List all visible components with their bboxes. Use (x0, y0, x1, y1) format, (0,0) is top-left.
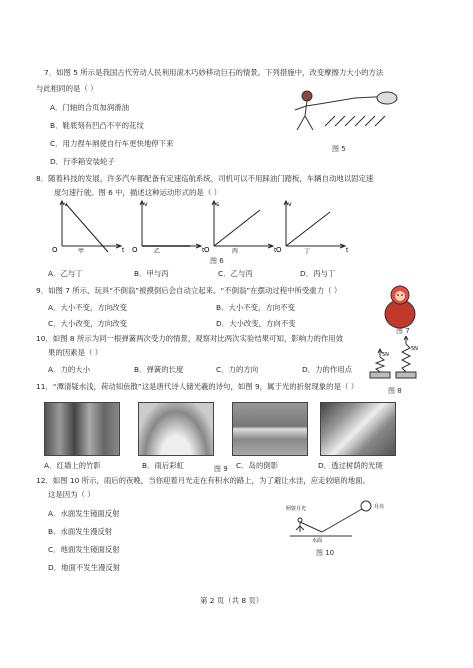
q8-option-d: D．丙与丁 (300, 269, 336, 278)
q7-option-d: D．行李箱安装轮子 (50, 157, 115, 166)
graph-bing-origin: O (204, 246, 210, 254)
q12-option-d: D．地面不发生漫反射 (48, 563, 121, 572)
figure-10-moonlight-diagram (282, 496, 402, 544)
q10-option-c: C．力的方向 (216, 365, 259, 374)
photo-rainbow (138, 402, 214, 456)
q9-stem-line1: 9．如图 7 所示，玩具“不倒翁”被摸倒后会自动立起来。“不倒翁”在摆动过程中所受重力（ ） (36, 286, 342, 295)
q10-stem-line1: 10．如图 8 所示为同一根弹簧两次受力的情景，观察对比两次实验结果可知，影响力的作用效 (36, 334, 344, 343)
q10-option-b: B．弹簧的长度 (134, 365, 184, 374)
q11-option-a: A．红墙上的竹影 (44, 461, 101, 470)
q10-stem-line2: 果的因素是（ ） (48, 348, 103, 357)
q9-option-a: A．大小不变，方向改变 (48, 303, 127, 312)
figure-5-caption: 图 5 (332, 145, 346, 153)
figure-9-caption: 图 9 (214, 465, 228, 473)
q12-option-a: A．水面发生镜面反射 (48, 509, 120, 518)
graph-jia-xlabel: t (122, 247, 125, 254)
q7-option-b: B．鞋底刻有凹凸不平的花纹 (50, 121, 144, 130)
graph-yi-ylabel: v (144, 201, 148, 208)
figure-8-caption: 图 8 (388, 387, 402, 395)
graph-ding-name: 丁 (304, 248, 311, 254)
q12-stem-line2: 这是因为（ ） (48, 490, 95, 499)
q11-option-c: C．岛的倒影 (236, 461, 279, 470)
q8-stem-line1: 8．随着科技的发展，许多汽车都配备有定速巡航系统，司机可以不用踩油门踏板，车辆自动地以固定速 (36, 174, 374, 183)
graph-bing-xlabel: t (274, 247, 277, 254)
graph-yi-xlabel: t (202, 247, 205, 254)
q8-option-b: B．甲与丙 (134, 269, 169, 278)
figure-10-moon-label: 月亮 (374, 504, 385, 510)
figure-10-light-label: 照射月光 (286, 506, 307, 512)
q9-option-c: C．大小改变，方向改变 (48, 319, 128, 328)
figure-7-tumbler-toy (380, 282, 420, 330)
figure-8-springs (366, 336, 422, 382)
graph-jia-name: 甲 (78, 248, 85, 254)
q11-option-b: B．雨后彩虹 (142, 461, 185, 470)
q7-option-c: C．用力捏车闸使自行车更快地停下来 (50, 139, 174, 148)
q11-stem-line1: 11．“潭清疑水浅，荷动知鱼散”这是唐代诗人储光羲的诗句，如图 9，属于光的折射现象的是（ ） (36, 382, 359, 391)
graph-ding-ylabel: v (288, 201, 292, 208)
figure-5-illustration (285, 86, 405, 136)
graph-ding (268, 196, 358, 254)
q11-option-d: D．透过树荫的光斑 (318, 461, 383, 470)
q12-stem-line1: 12．如图 10 所示，雨后的夜晚，当你迎着月光走在有积水的路上，为了避让水洼，应走较暗的地面。 (36, 476, 370, 485)
figure-8-force-right: 5N (411, 346, 418, 352)
graph-yi-name: 乙 (154, 248, 161, 254)
q7-stem-line2: 与此相同的是（ ） (36, 84, 98, 93)
q8-option-c: C．乙与丙 (218, 269, 253, 278)
figure-6-caption: 图 6 (210, 257, 224, 265)
figure-7-caption: 图 7 (396, 327, 410, 335)
figure-8-force-left: 5N (382, 352, 389, 358)
figure-10-water-label: 水面 (312, 538, 323, 544)
q12-option-b: B．水面发生漫反射 (48, 527, 113, 536)
photo-island-reflection (232, 402, 308, 456)
graph-bing-ylabel: s (216, 201, 220, 208)
q8-option-a: A．乙与丁 (48, 269, 83, 278)
graph-jia-origin: O (52, 246, 58, 254)
q10-option-a: A．力的大小 (48, 365, 91, 374)
q12-option-c: C．地面发生镜面反射 (48, 545, 120, 554)
page-footer: 第 2 页（共 8 页） (200, 596, 264, 605)
graph-ding-origin: O (276, 246, 282, 254)
graph-bing-name: 丙 (232, 248, 239, 254)
q9-option-b: B．大小不变，方向不变 (216, 303, 295, 312)
q10-option-d: D．力的作用点 (302, 365, 353, 374)
graph-ding-xlabel: t (346, 247, 349, 254)
q9-option-d: D．大小改变，方向不变 (216, 319, 296, 328)
graph-jia-ylabel: v (64, 201, 68, 208)
figure-10-caption: 图 10 (316, 549, 335, 557)
q8-stem-line2: 度匀速行驶。图 6 中，描述这种运动形式的是（ ） (54, 188, 221, 197)
photo-tree-light-spots (320, 402, 396, 456)
graph-yi-origin: O (132, 246, 138, 254)
q7-option-a: A．门轴的合页加润滑油 (50, 103, 129, 112)
photo-bamboo-shadow (44, 402, 120, 456)
graph-jia (44, 196, 134, 254)
q7-stem-line1: 7．如图 5 所示是我国古代劳动人民利用滚木巧妙移动巨石的情景。下列措施中，改变摩擦力大小的方法 (44, 68, 384, 77)
